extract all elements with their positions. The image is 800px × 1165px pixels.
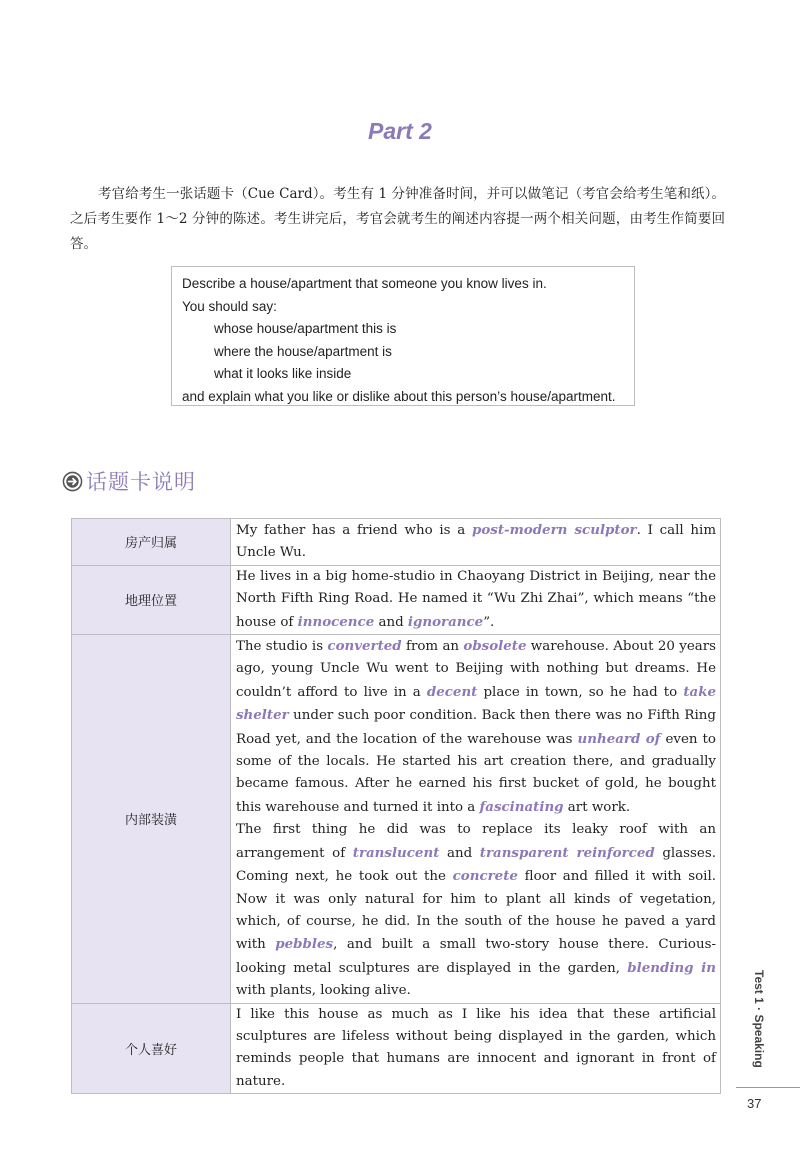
row-label: 地理位置 [72,565,231,634]
keyword: fascinating [479,798,564,815]
intro-paragraph: 考官给考生一张话题卡（Cue Card）。考生有 1 分钟准备时间，并可以做笔记（考官会给考生笔和纸）。之后考生要作 1～2 分钟的陈述。考生讲完后，考官会就考生的阐述内容提一两个相关问题，由考生作简要回答。 [70,186,725,252]
row-text: My father has a friend who is a post-modern sculptor. I call him Uncle Wu. [231,519,721,566]
keyword: innocence [297,613,375,630]
info-table [71,518,721,1094]
cue-card-point: what it looks like inside [214,366,352,381]
section-heading [62,466,196,496]
cue-card-line: You should say: [182,298,277,314]
cue-card-point: whose house/apartment this is [214,321,397,336]
keyword: post-modern sculptor [472,522,637,538]
keyword: obsolete [463,638,527,655]
keyword: decent [426,683,478,700]
paragraph: The first thing he did was to replace its leaky roof with an arrangement of translucent and transparent reinforced glasses. Coming next, he took out the concrete floor and filled it with soil. Now it was only natural for him to plant all kinds of vegetation, which, of course, he did. In the south of the house he paved a yard with pebbles, and built a small two-story house there. Curious-looking metal sculptures are displayed in the garden, blending in with plants, looking alive. [236,822,716,999]
cue-card-line: and explain what you like or dislike about this person’s house/apartment. [182,388,616,404]
keyword: translucent [352,844,440,861]
cue-card [171,266,635,406]
table-row [72,1003,721,1094]
page-divider [736,1087,800,1088]
row-text [231,635,721,1004]
keyword: take shelter [236,683,716,724]
row-label: 房产归属 [72,519,231,566]
keyword: unheard of [577,730,661,747]
row-label: 个人喜好 [72,1003,231,1094]
cue-card-line: Describe a house/apartment that someone you know lives in. [182,276,547,291]
keyword: ignorance [407,613,484,630]
sidebar-text: Test 1 · Speaking [752,970,766,1068]
keyword: transparent reinforced [479,844,655,861]
table-row [72,565,721,634]
page-number: 37 [747,1096,762,1111]
keyword: blending in [627,959,716,976]
row-text: I like this house as much as I like his idea that these artificial sculptures are lifeless without being displayed in the garden, which reminds people that humans are innocent and ignorant in front of nature. [231,1003,721,1094]
cue-card-point: where the house/apartment is [214,343,392,359]
keyword: converted [327,638,402,655]
section-title: 话题卡说明 [86,470,196,494]
table-row [72,635,721,1004]
table-row [72,519,721,566]
arrow-circle-icon [62,471,83,492]
row-text: He lives in a big home-studio in Chaoyang District in Beijing, near the North Fifth Ring Road. He named it “Wu Zhi Zhai”, which means “the house of innocence and ignorance”. [231,565,721,634]
part-title: Part 2 [368,118,432,144]
keyword: concrete [452,868,518,885]
sidebar-running-head [752,970,766,1085]
row-label: 内部装潢 [72,635,231,1004]
keyword: pebbles [275,936,334,953]
paragraph: The studio is converted from an obsolete warehouse. About 20 years ago, young Uncle Wu went to Beijing with nothing but dreams. He couldn’t afford to live in a decent place in town, so he had to take shelter under such poor condition. Back then there was no Fifth Ring Road yet, and the location of the warehouse was unheard of even to some of the locals. He started his art creation there, and gradually became famous. After he earned his first bucket of gold, he bought this warehouse and turned it into a fascinating art work. [236,638,717,815]
